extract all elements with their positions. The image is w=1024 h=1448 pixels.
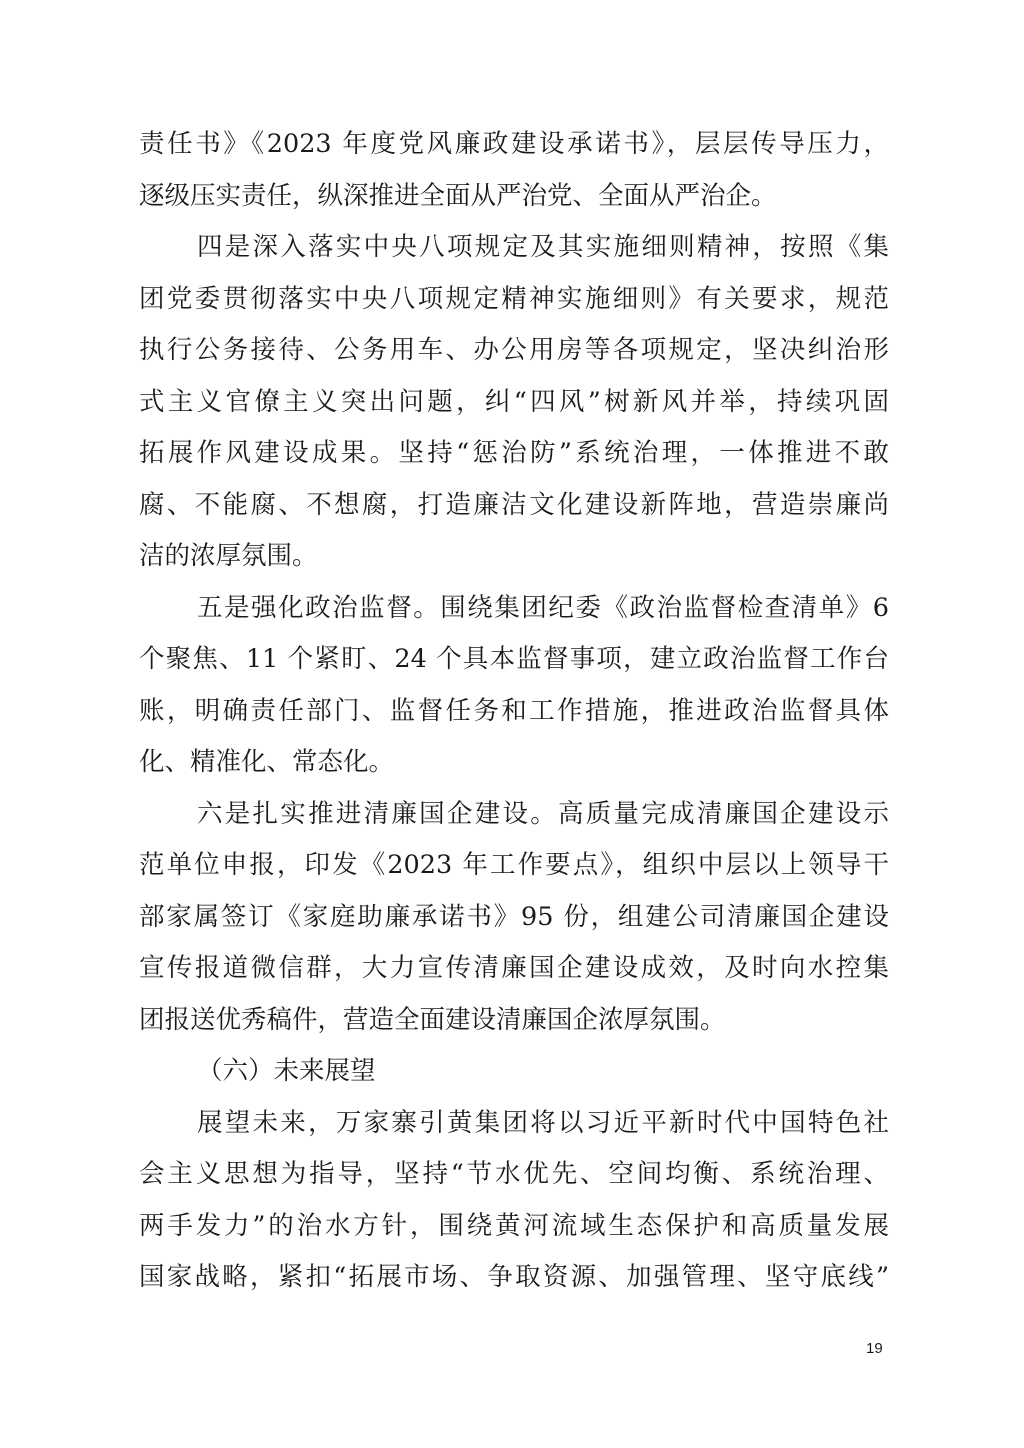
text-line: 两手发力”的治水方针，围绕黄河流域生态保护和高质量发展 — [139, 1210, 889, 1241]
text-line: 洁的浓厚氛围。 — [139, 541, 318, 571]
text-line: 式主义官僚主义突出问题，纠“四风”树新风并举，持续巩固 — [139, 386, 889, 417]
page-number: 19 — [866, 1340, 883, 1357]
text-line: 化、精准化、常态化。 — [139, 747, 395, 777]
text-line: （六）未来展望 — [197, 1056, 376, 1086]
text-line: 部家属签订《家庭助廉承诺书》95 份，组建公司清廉国企建设 — [139, 901, 889, 932]
text-line: 团党委贯彻落实中央八项规定精神实施细则》有关要求，规范 — [139, 283, 889, 314]
text-line: 逐级压实责任，纵深推进全面从严治党、全面从严治企。 — [139, 180, 777, 211]
document-body — [139, 119, 889, 1304]
paragraph — [139, 583, 889, 789]
text-line: 展望未来，万家寨引黄集团将以习近平新时代中国特色社 — [197, 1107, 889, 1138]
text-line: 责任书》《2023 年度党风廉政建设承诺书》，层层传导压力， — [139, 129, 889, 159]
paragraph — [139, 789, 889, 1047]
paragraph — [139, 119, 889, 222]
section-heading — [139, 1046, 889, 1098]
text-line: 五是强化政治监督。围绕集团纪委《政治监督检查清单》6 — [197, 592, 889, 623]
text-line: 执行公务接待、公务用车、办公用房等各项规定，坚决纠治形 — [139, 335, 889, 365]
text-line: 范单位申报，印发《2023 年工作要点》，组织中层以上领导干 — [139, 850, 889, 880]
paragraph — [139, 222, 889, 583]
text-line: 账，明确责任部门、监督任务和工作措施，推进政治监督具体 — [139, 695, 889, 726]
paragraph — [139, 1098, 889, 1304]
text-line: 拓展作风建设成果。坚持“惩治防”系统治理，一体推进不敢 — [139, 438, 889, 468]
text-line: 六是扎实推进清廉国企建设。高质量完成清廉国企建设示 — [197, 798, 889, 829]
text-line: 国家战略，紧扣“拓展市场、争取资源、加强管理、坚守底线” — [139, 1262, 889, 1292]
text-line: 会主义思想为指导，坚持“节水优先、空间均衡、系统治理、 — [139, 1159, 889, 1189]
text-line: 四是深入落实中央八项规定及其实施细则精神，按照《集 — [197, 232, 889, 262]
text-line: 腐、不能腐、不想腐，打造廉洁文化建设新阵地，营造崇廉尚 — [139, 489, 889, 520]
text-line: 宣传报道微信群，大力宣传清廉国企建设成效，及时向水控集 — [139, 953, 889, 983]
text-line: 团报送优秀稿件，营造全面建设清廉国企浓厚氛围。 — [139, 1004, 726, 1035]
text-line: 个聚焦、11 个紧盯、24 个具本监督事项，建立政治监督工作台 — [139, 644, 889, 674]
